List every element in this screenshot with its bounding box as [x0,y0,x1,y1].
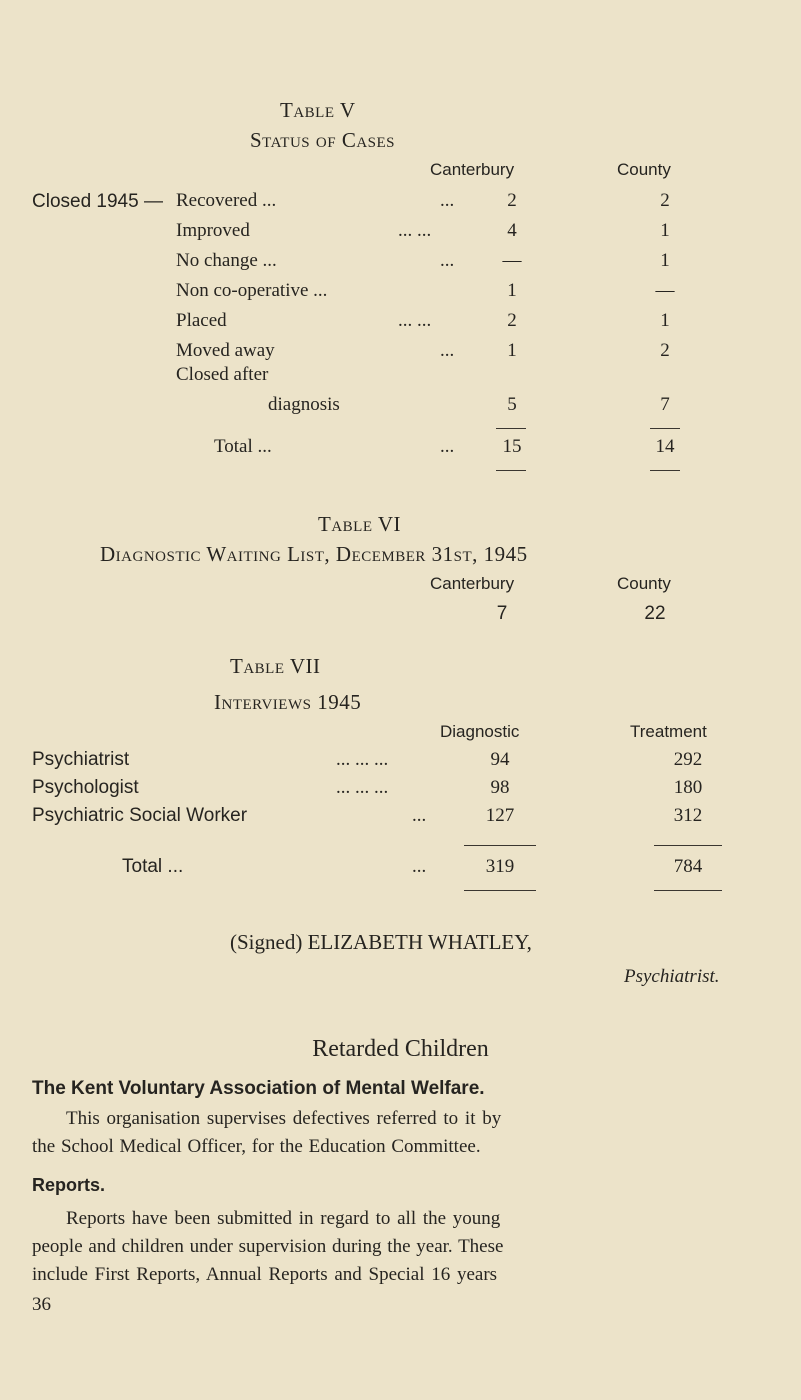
table7-rule [654,890,722,891]
org-heading: The Kent Voluntary Association of Mental Welfare. [32,1078,485,1099]
table5-subtitle: Status of Cases [250,128,396,152]
table6-col-canterbury: Canterbury [430,574,515,593]
table5-col-canterbury: Canterbury [430,160,515,179]
table7-rule [464,845,536,846]
paragraph-line: the School Medical Officer, for the Education Committee. [32,1136,481,1157]
table5-title: Table V [280,98,356,122]
table6-title: Table VI [318,512,402,536]
table5-rule [496,470,526,471]
section-heading: Retarded Children [312,1036,489,1062]
table7-title: Table VII [230,654,321,678]
paragraph-line: This organisation supervises defectives referred to it by [66,1108,502,1129]
paragraph-line: Reports have been submitted in regard to all the young [66,1208,501,1229]
signature-line: (Signed) ELIZABETH WHATLEY, [230,930,532,954]
paragraph-line: include First Reports, Annual Reports and Special 16 years [32,1264,498,1285]
table5-group-label: Closed 1945 — [32,191,163,212]
table6-subtitle: Diagnostic Waiting List, December 31st, 1945 [100,542,528,566]
table6-canterbury-value: 7 [496,603,508,624]
table5-rule [650,470,680,471]
table7-rule [654,845,722,846]
table5-rule [496,428,526,429]
table7-subtitle: Interviews 1945 [214,690,362,714]
table7-rule [464,890,536,891]
table7-col-diagnostic: Diagnostic [440,722,520,741]
table6-county-value: 22 [644,603,666,624]
page-number: 36 [32,1294,51,1315]
table5-col-county: County [617,160,671,179]
table6-col-county: County [617,574,671,593]
signature-role: Psychiatrist. [624,966,720,987]
table5-rule [650,428,680,429]
reports-heading: Reports. [32,1175,106,1195]
table7-col-treatment: Treatment [630,722,707,741]
paragraph-line: people and children under supervision during the year. These [32,1236,504,1257]
